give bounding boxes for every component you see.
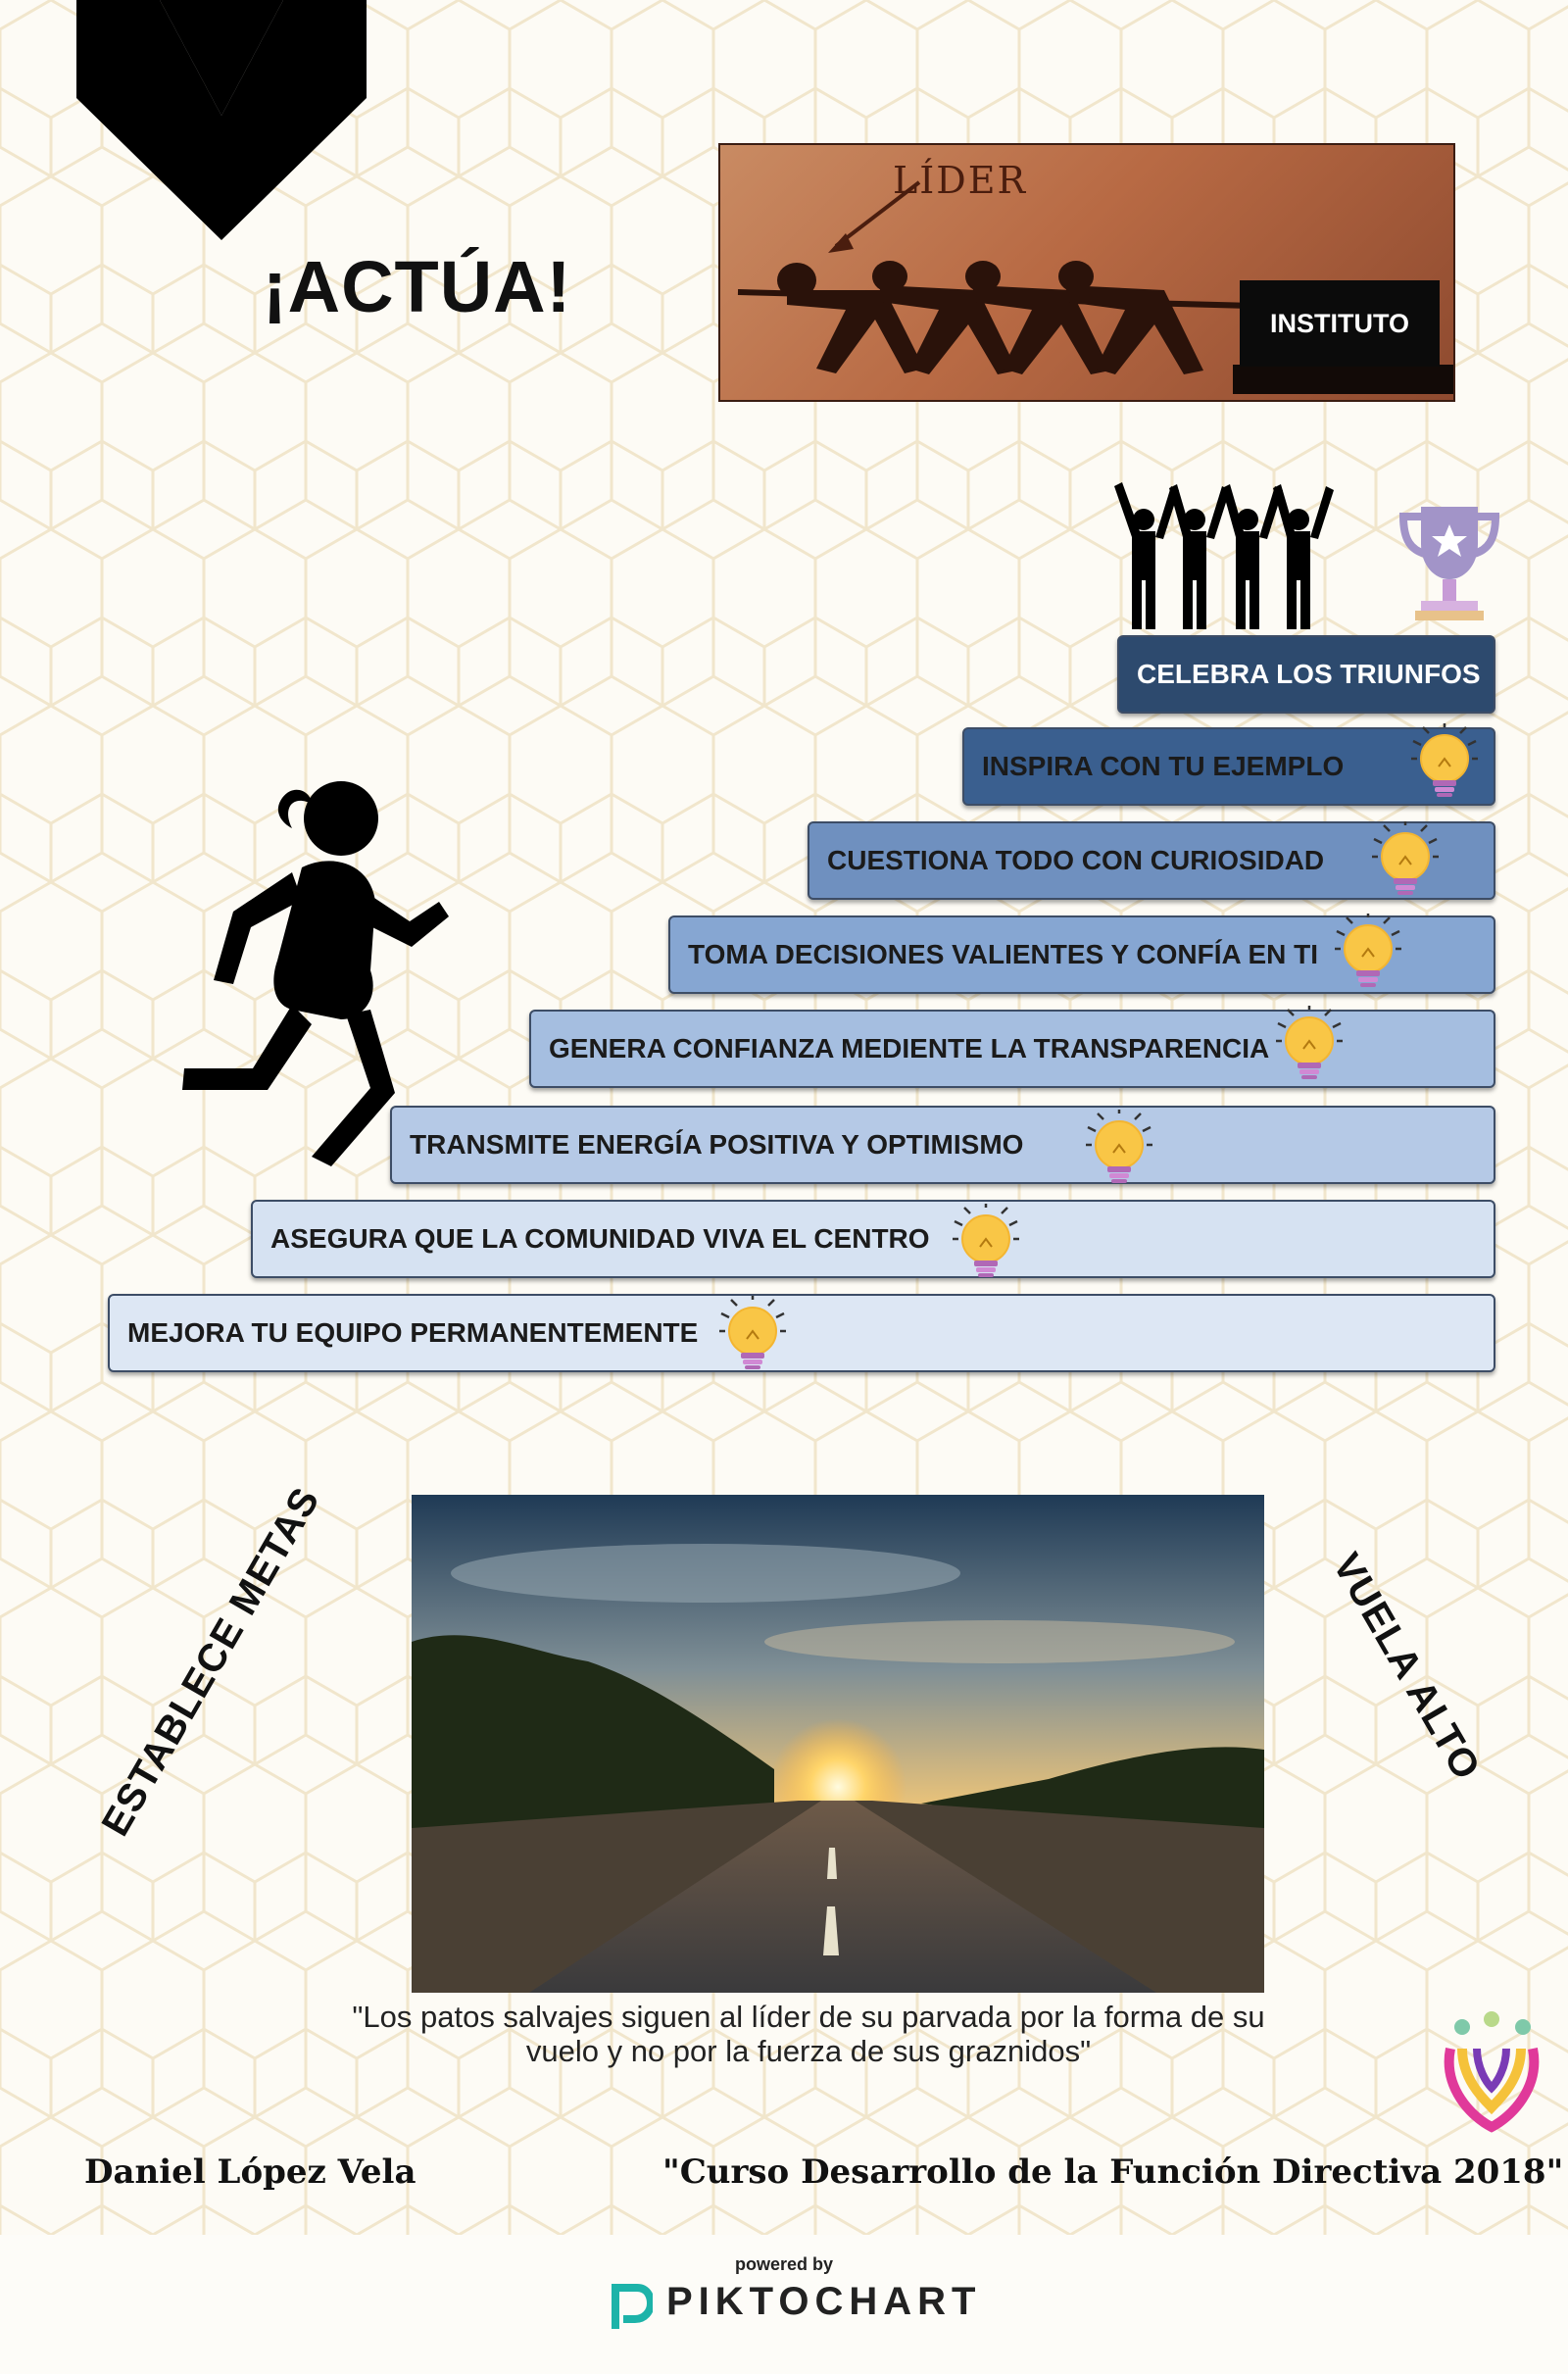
page-title: ¡ACTÚA! xyxy=(263,246,572,327)
lightbulb-icon xyxy=(1276,1006,1345,1084)
institute-badge: INSTITUTO xyxy=(1240,280,1440,367)
lightbulb-icon xyxy=(1372,821,1441,900)
celebrating-people-icon xyxy=(1112,480,1338,629)
step-label: INSPIRA CON TU EJEMPLO xyxy=(982,751,1345,781)
lightbulb-icon xyxy=(1335,914,1403,992)
step-transmite xyxy=(390,1106,1495,1184)
lightbulb-icon xyxy=(953,1204,1021,1282)
step-mejora xyxy=(108,1294,1495,1372)
lightbulb-icon xyxy=(1086,1110,1154,1188)
leader-image xyxy=(718,143,1455,402)
step-label: ASEGURA QUE LA COMUNIDAD VIVA EL CENTRO xyxy=(270,1223,930,1254)
quote-line-1: "Los patos salvajes siguen al líder de su parvada por la forma de su xyxy=(352,2000,1265,2034)
course-name: "Curso Desarrollo de la Función Directiva 2018" xyxy=(662,2152,1564,2192)
author-name: Daniel López Vela xyxy=(84,2152,416,2192)
road-sunset-image xyxy=(412,1495,1264,1993)
piktochart-logo-icon xyxy=(608,2284,653,2333)
step-asegura xyxy=(251,1200,1495,1278)
lightbulb-icon xyxy=(719,1296,788,1374)
step-label: GENERA CONFIANZA MEDIENTE LA TRANSPARENCIA xyxy=(549,1033,1270,1063)
quote xyxy=(245,2000,1372,2068)
step-label: MEJORA TU EQUIPO PERMANENTEMENTE xyxy=(127,1317,699,1348)
side-text-right: VUELA ALTO xyxy=(1324,1546,1489,1788)
step-celebra xyxy=(1117,635,1495,714)
step-label: CELEBRA LOS TRIUNFOS xyxy=(1137,659,1481,689)
school-logo-icon xyxy=(1433,2009,1550,2137)
trophy-icon xyxy=(1394,505,1505,622)
powered-by-label: powered by xyxy=(734,2254,834,2274)
step-label: CUESTIONA TODO CON CURIOSIDAD xyxy=(827,845,1325,875)
quote-line-2: vuelo y no por la fuerza de sus graznidos" xyxy=(525,2034,1092,2068)
side-text-left: ESTABLECE METAS xyxy=(93,1479,328,1844)
piktochart-brand[interactable]: PIKTOCHART xyxy=(666,2280,982,2323)
step-genera xyxy=(529,1010,1495,1088)
leader-label: LÍDER xyxy=(893,159,1028,202)
step-label: TRANSMITE ENERGÍA POSITIVA Y OPTIMISMO xyxy=(410,1129,1024,1160)
step-label: TOMA DECISIONES VALIENTES Y CONFÍA EN TI xyxy=(688,939,1319,969)
lightbulb-icon xyxy=(1411,723,1480,802)
down-arrow-icon xyxy=(76,0,367,240)
